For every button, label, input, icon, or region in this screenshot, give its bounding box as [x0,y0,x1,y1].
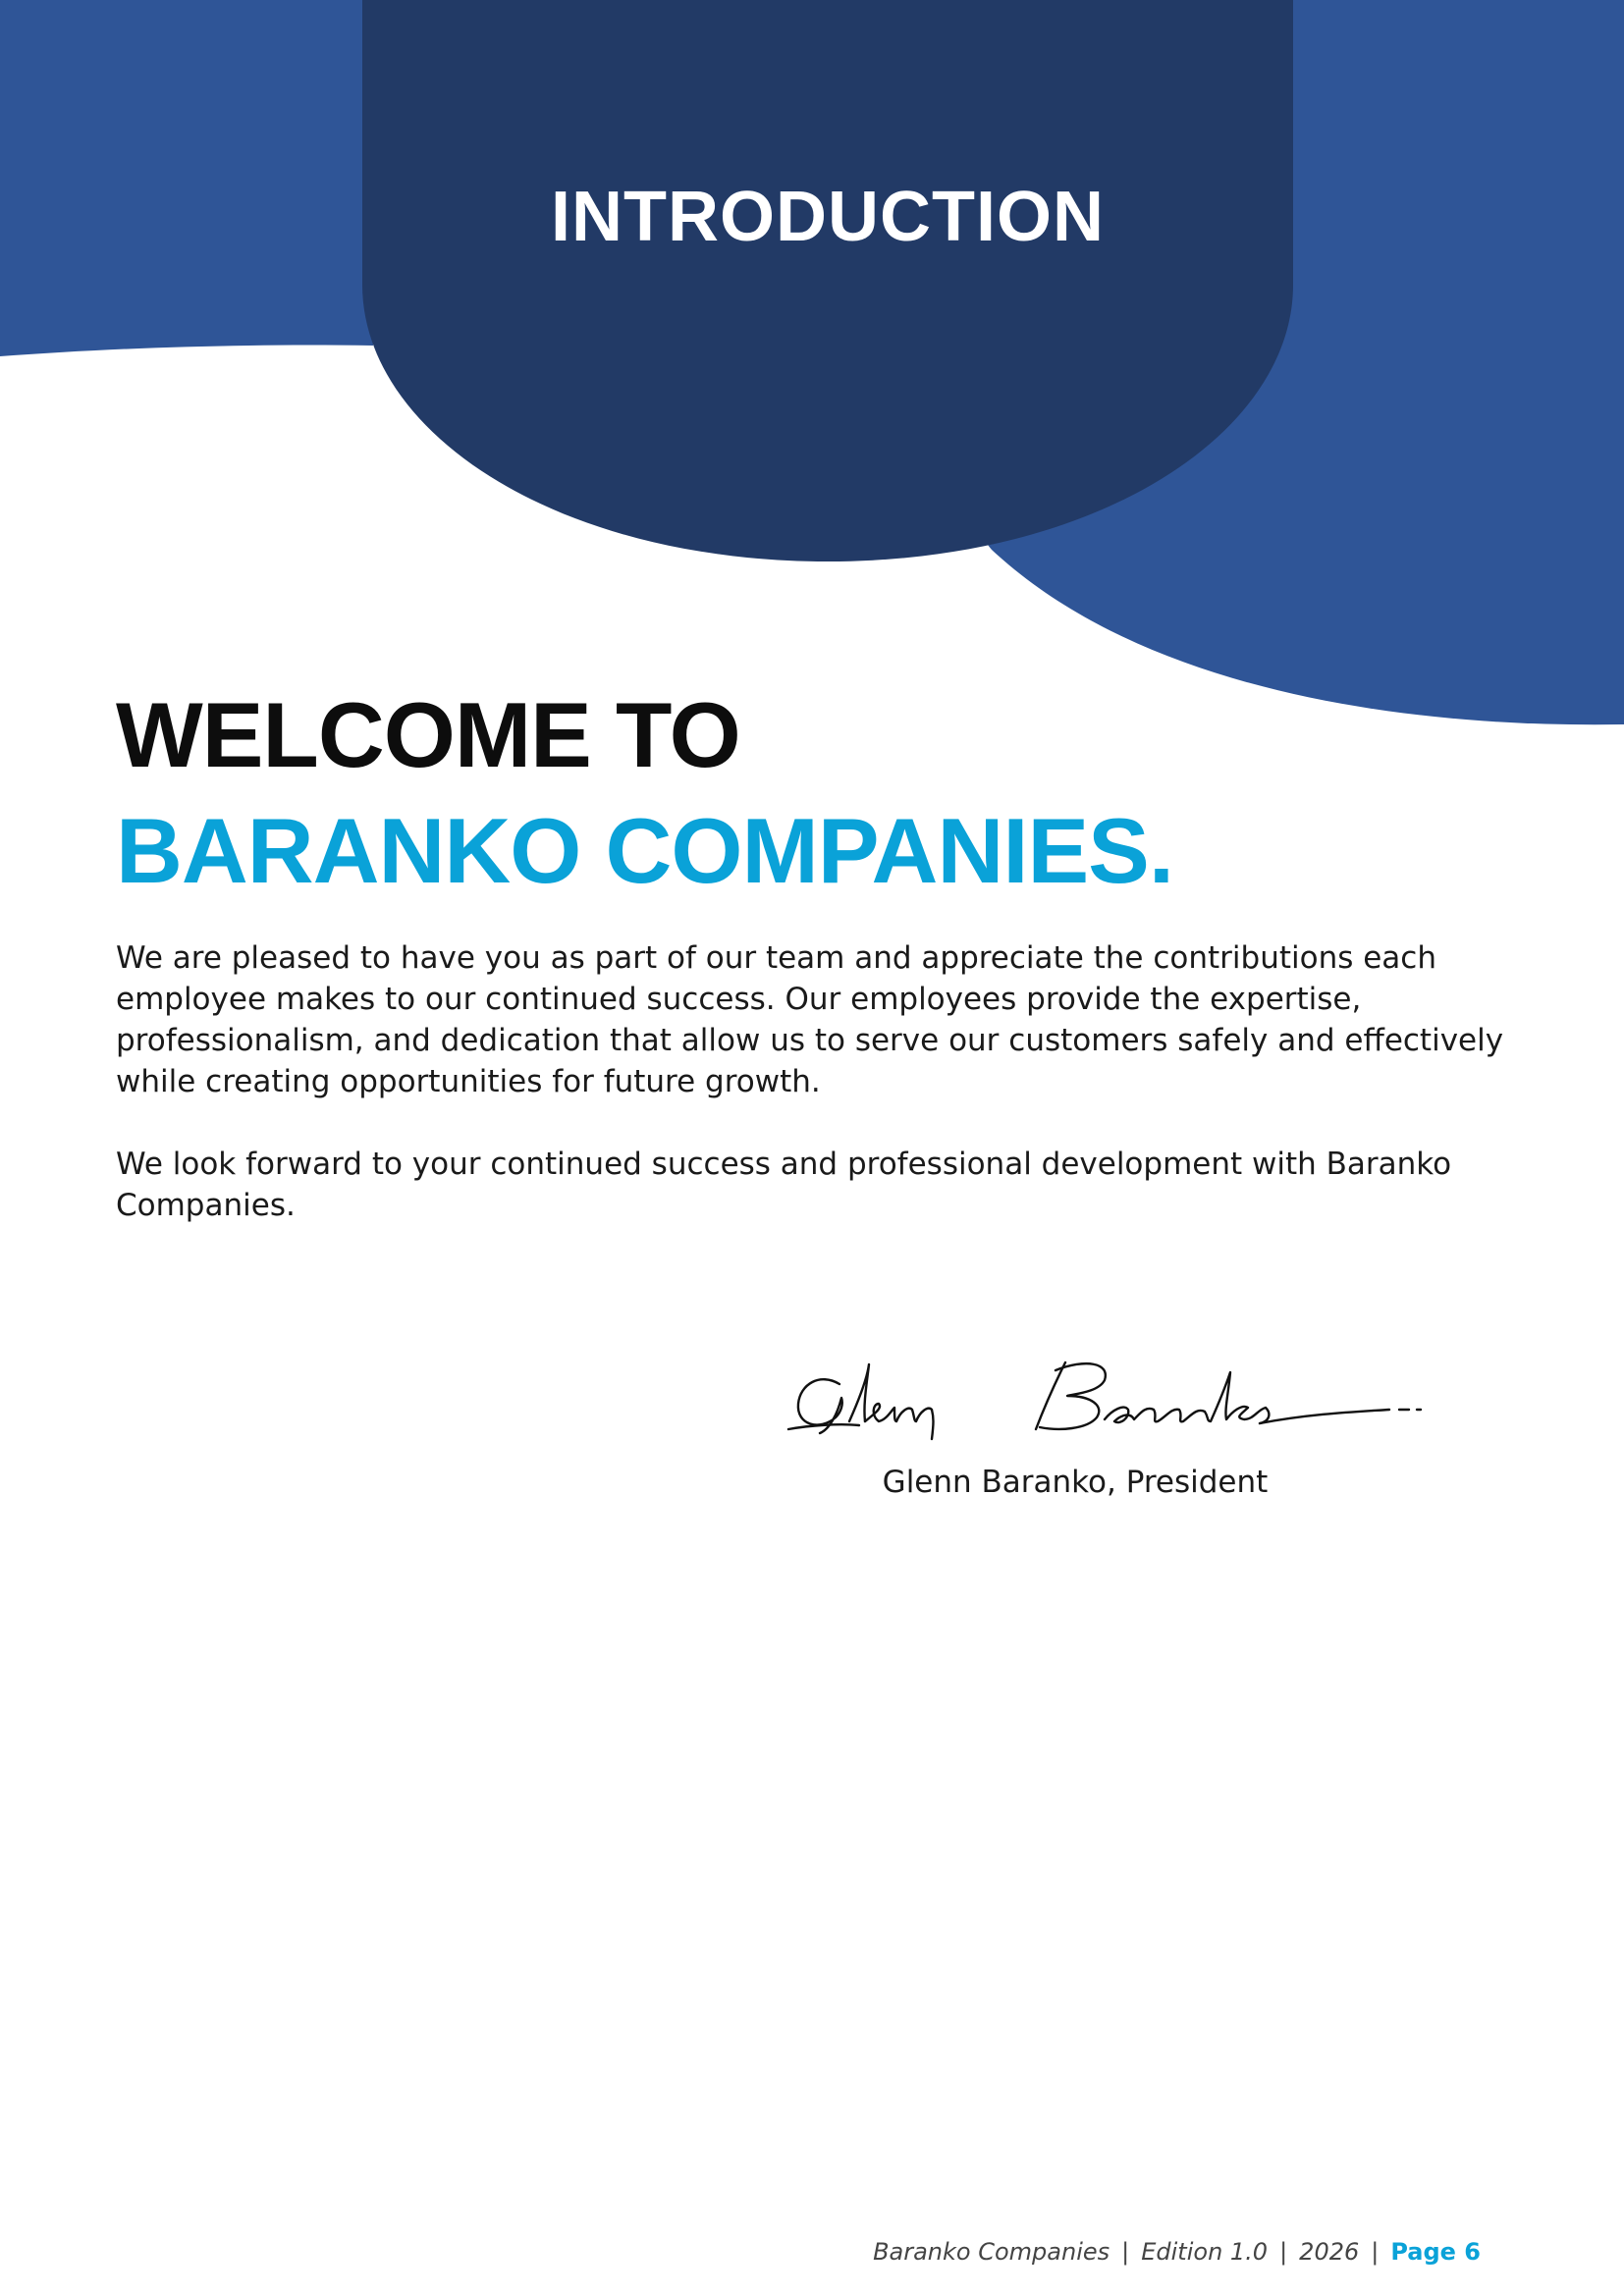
section-title: INTRODUCTION [551,178,1105,256]
signer-name-title: Glenn Baranko, President [882,1465,1269,1500]
title-tab [362,0,1293,561]
footer-separator: | [1121,2238,1130,2266]
header-background-shapes [0,0,1624,746]
footer-page-number: Page 6 [1390,2238,1481,2266]
body-text [116,937,1530,1267]
footer-year: 2026 [1299,2238,1360,2266]
welcome-line-1: WELCOME TO [116,683,740,786]
body-paragraph-1: We are pleased to have you as part of our team and appreciate the contributions each employee makes to our continued success. Our employees provide the expertise, professionalism, and dedication that allow us to serve our customers safely and effectively while creating opportunities for future growth. [116,940,1504,1099]
handwritten-signature [781,1335,1429,1453]
left-blue-band [0,0,373,356]
page-footer [873,2238,1481,2266]
welcome-company-name: BARANKO COMPANIES. [116,799,1173,902]
body-paragraph-2: We look forward to your continued success and professional development with Baranko Companies. [116,1147,1452,1223]
footer-separator: | [1371,2238,1380,2266]
footer-separator: | [1279,2238,1288,2266]
footer-company: Baranko Companies [873,2238,1110,2266]
footer-edition: Edition 1.0 [1141,2238,1269,2266]
welcome-heading [116,677,1173,909]
